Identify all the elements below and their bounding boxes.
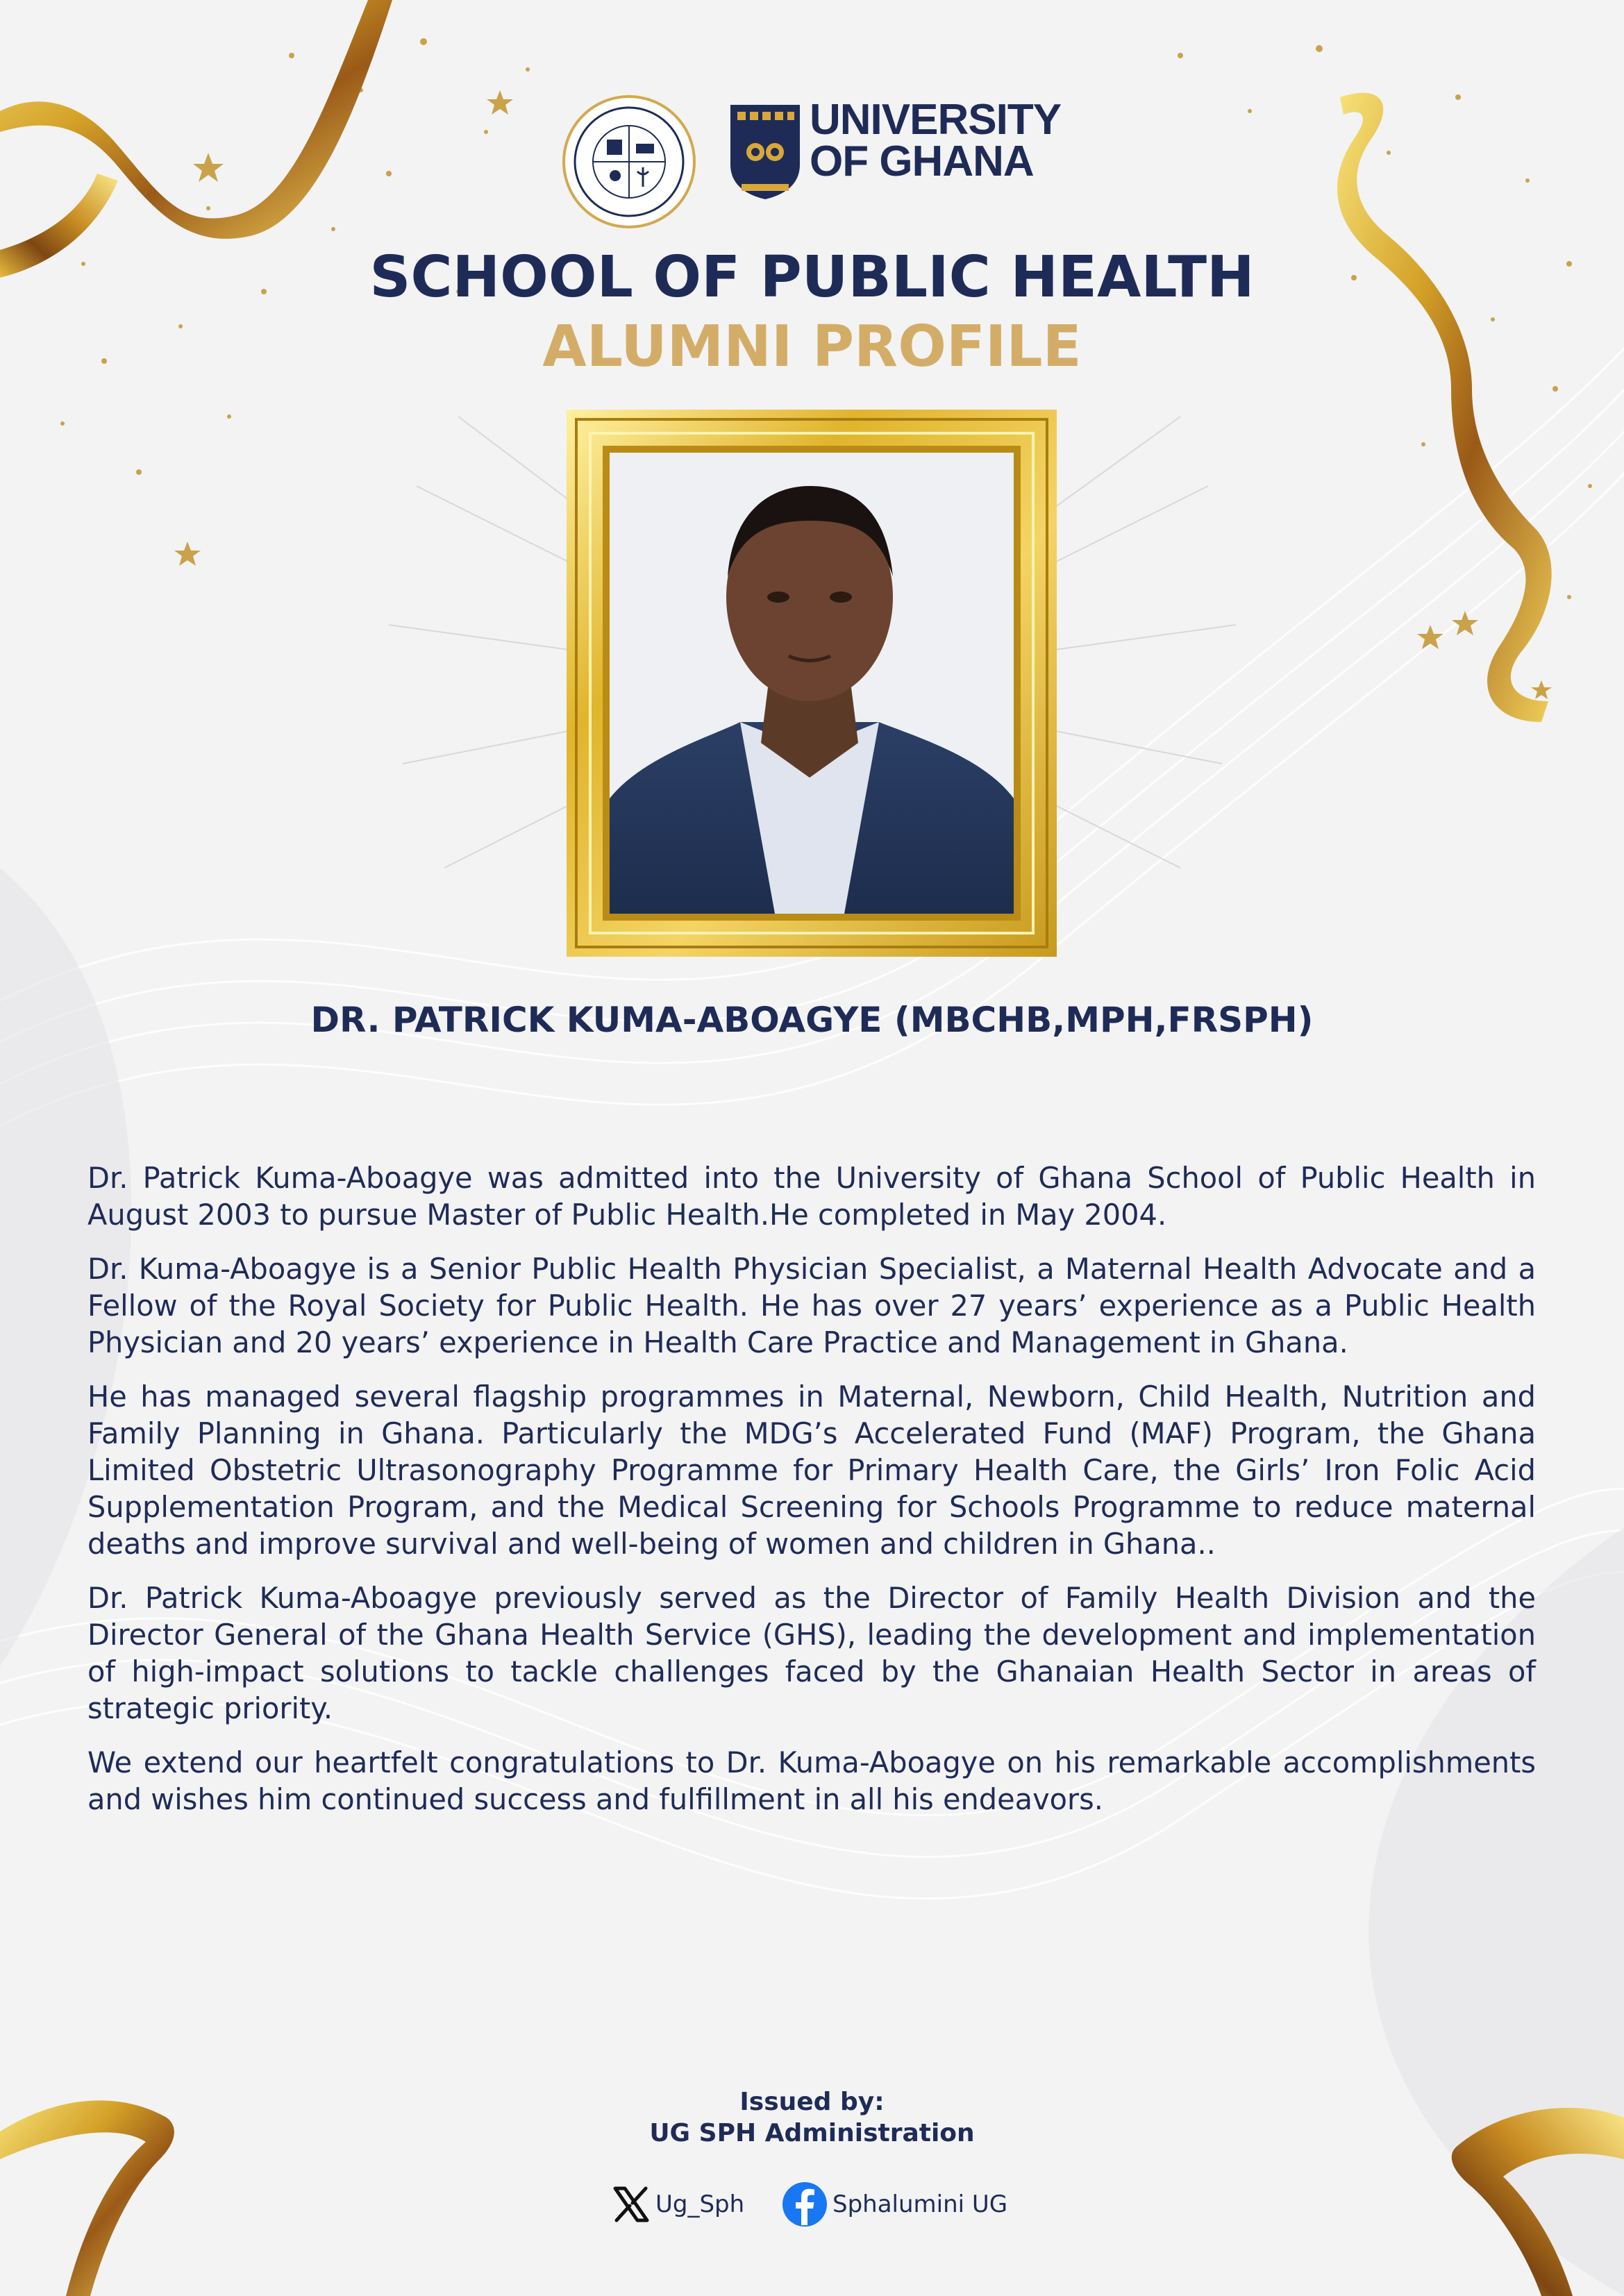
logo-bar [0, 94, 1624, 233]
bio-paragraph: He has managed several flagship programmes in Maternal, Newborn, Child Health, Nutrition and Family Planning in Ghana. Particularly the MDG’s Accelerated Fund (MAF) Program, the Ghana Limited Obstetric Ultrasonography Programme for Primary Health Care, the Girls’ Iron Folic Acid Supplementation Program, and the Medical Screening for Schools Programme to reduce maternal deaths and improve survival and well-being of women and children in Ghana.. [87, 1380, 1536, 1561]
university-wordmark-line1: UNIVERSITY [810, 96, 1062, 144]
bio-paragraph: We extend our heartfelt congratulations to Dr. Kuma-Aboagye on his remarkable accomplishments and wishes him continued success and fulfillment in all his endeavors. [87, 1745, 1536, 1816]
x-handle: Ug_Sph [655, 2190, 745, 2218]
page-subtitle: ALUMNI PROFILE [542, 314, 1082, 380]
issuer-name: UG SPH Administration [649, 2119, 975, 2147]
x-logo-icon [611, 2184, 651, 2224]
bio-paragraph: Dr. Patrick Kuma-Aboagye was admitted into the University of Ghana School of Public Health in August 2003 to pursue Master of Public Health.He completed in May 2004. [87, 1161, 1536, 1232]
page-title: SCHOOL OF PUBLIC HEALTH [369, 244, 1255, 310]
university-wordmark-line2: OF GHANA [810, 137, 1034, 185]
facebook-social-link[interactable] [781, 2180, 1007, 2229]
facebook-icon [781, 2181, 828, 2228]
school-seal-logo [561, 94, 697, 230]
issued-by-label: Issued by: [739, 2088, 885, 2116]
portrait-frame [567, 410, 1057, 957]
bio-paragraph: Dr. Kuma-Aboagye is a Senior Public Health Physician Specialist, a Maternal Health Advocate and a Fellow of the Royal Society for Public Health. He has over 27 years’ experience as a Public Health Physician and 20 years’ experience in Health Care Practice and Management in Ghana. [87, 1252, 1536, 1359]
facebook-handle: Sphalumini UG [832, 2190, 1008, 2218]
x-social-link[interactable] [611, 2180, 744, 2229]
university-crest-icon [728, 102, 803, 201]
university-wordmark [810, 96, 1087, 185]
alumni-name: DR. PATRICK KUMA-ABOAGYE (MBCHB,MPH,FRSPH) [310, 1000, 1314, 1040]
issued-by-block [0, 2086, 1624, 2149]
biography [87, 1159, 1536, 1835]
bio-paragraph: Dr. Patrick Kuma-Aboagye previously served as the Director of Family Health Division and the Director General of the Ghana Health Service (GHS), leading the development and implementation of high-impact solutions to tackle challenges faced by the Ghanaian Health Sector in areas of strategic priority. [87, 1581, 1536, 1725]
